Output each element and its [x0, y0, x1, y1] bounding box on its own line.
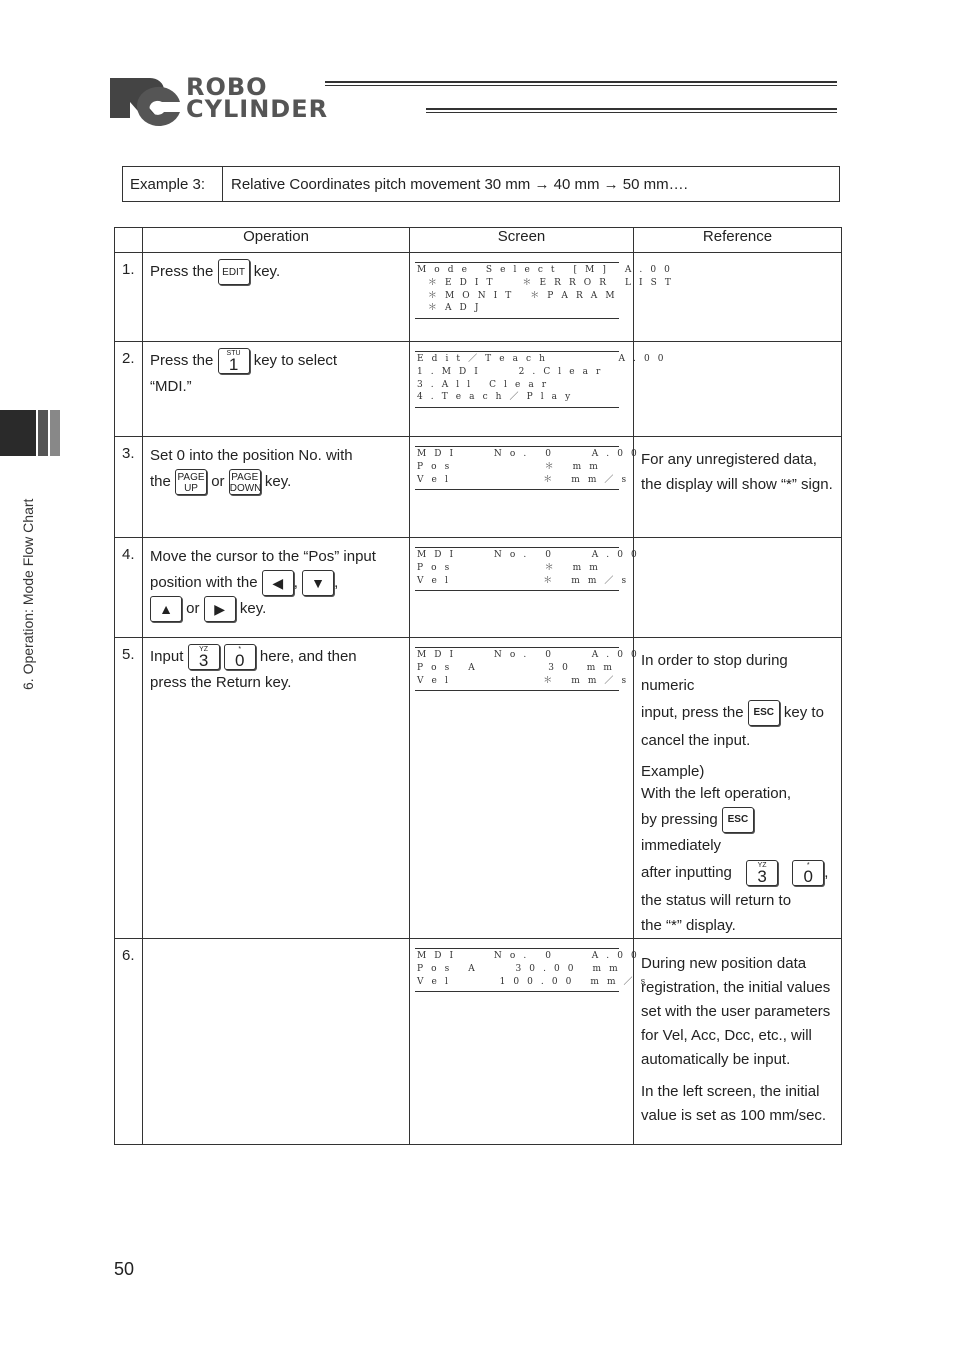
op-text: Press the — [150, 352, 214, 369]
op-text: Press the — [150, 263, 214, 280]
ref-text: With the left operation, — [641, 785, 792, 803]
digit-1-key — [218, 348, 250, 374]
key-sup-label: YZ — [199, 646, 209, 654]
separator: , — [293, 574, 298, 591]
ref-text: value is set as 100 mm/sec. — [641, 1107, 827, 1125]
op-text: “MDI.” — [150, 378, 192, 396]
key-sup-label: STU — [226, 350, 241, 358]
lcd-screen: M D I N o . 0 A . 0 0 P o s A 3 0 m m V e l ＊ m m ／ s — [415, 647, 619, 691]
logo-word-robo: ROBO — [186, 73, 268, 101]
key-sup-label: YZ — [757, 862, 767, 870]
separator: , — [334, 574, 339, 591]
header-num — [115, 228, 143, 253]
op-text: key. — [264, 473, 292, 490]
op-text: Input — [150, 648, 184, 665]
screen-cell — [410, 437, 640, 538]
op-text: key to select — [253, 352, 338, 369]
ref-text: the “*” display. — [641, 917, 736, 935]
table-row — [115, 538, 842, 638]
example-text: Relative Coordinates pitch movement 30 mm → 40 mm → 50 mm…. — [231, 176, 688, 193]
lcd-screen: M D I N o . 0 A . 0 0 P o s ＊ m m V e l ＊ m m ／ s — [415, 446, 619, 490]
step-number: 3. — [115, 437, 143, 538]
ref-text: after inputting — [641, 864, 732, 882]
digit-3-key — [746, 860, 778, 886]
chapter-tab — [0, 410, 62, 456]
lcd-screen: E d i t ／ T e a c h A . 0 0 1 . M D I 2 . C l e a r 3 . A l l C l e a r 4 . T e a c h ／ P l a y — [415, 351, 619, 408]
op-text: Set 0 into the position No. with — [150, 447, 353, 464]
key-digit-label: 3 — [198, 651, 209, 671]
ref-text: by pressing — [641, 811, 718, 829]
key-digit-label: 0 — [234, 651, 245, 671]
operation-cell — [143, 538, 410, 638]
screen-cell — [410, 538, 640, 638]
ref-text: cancel the input. — [641, 732, 751, 750]
op-text: position with the — [150, 574, 258, 591]
screen-cell — [410, 939, 648, 1145]
operation-cell — [143, 253, 410, 342]
key-digit-label: 1 — [228, 355, 239, 375]
operation-cell — [143, 342, 410, 437]
header-reference: Reference — [634, 228, 842, 253]
logo-word-cylinder: CYLINDER — [186, 95, 329, 123]
ref-text: For any unregistered data, — [641, 451, 817, 468]
screen-cell — [410, 638, 640, 939]
ref-text: input, press the — [641, 704, 744, 721]
table-row — [115, 939, 842, 1145]
operation-cell — [143, 939, 410, 1145]
page-up-key: PAGE UP — [175, 469, 207, 495]
op-text: key. — [253, 263, 281, 280]
reference-cell — [634, 939, 842, 1145]
op-text: or — [211, 473, 225, 490]
example-label: Example 3: — [123, 167, 223, 201]
step-number: 1. — [115, 253, 143, 342]
header-operation: Operation — [143, 228, 410, 253]
up-arrow-key: ▲ — [150, 596, 182, 622]
ref-text: During new position data — [641, 955, 807, 973]
op-text: here, and then — [259, 648, 357, 665]
header-rule-top — [325, 81, 837, 86]
left-arrow-key: ◀ — [262, 570, 294, 596]
table-row — [115, 342, 842, 437]
lcd-screen: M o d e S e l e c t [ M ] A . 0 0 ＊ E D I T ＊ E R R O R L I S T ＊ M O N I T ＊ P A R A M ＊ A D J — [415, 262, 619, 319]
table-row — [115, 437, 842, 538]
page-number: 50 — [114, 1259, 135, 1279]
op-text: Move the cursor to the “Pos” input — [150, 548, 376, 565]
operation-cell — [143, 437, 410, 538]
table-header-row — [115, 228, 842, 253]
esc-key: ESC — [748, 700, 780, 726]
ref-text: key to — [783, 704, 824, 721]
example-box — [122, 166, 840, 202]
step-number: 4. — [115, 538, 143, 638]
reference-cell — [634, 638, 842, 939]
lcd-screen: M D I N o . 0 A . 0 0 P o s A 3 0 . 0 0 m m V e l 1 0 0 . 0 0 m m ／ s — [415, 948, 619, 992]
ref-text: automatically be input. — [641, 1051, 791, 1069]
header-rule-bottom — [426, 108, 837, 113]
op-text: or — [186, 600, 200, 618]
table-row — [115, 638, 842, 939]
ref-text: Example) — [641, 763, 705, 781]
edit-key: EDIT — [218, 259, 250, 285]
step-number: 5. — [115, 638, 143, 939]
op-text: press the Return key. — [150, 674, 292, 692]
ref-text: the status will return to — [641, 892, 792, 910]
page-down-key: PAGE DOWN — [229, 469, 261, 495]
key-digit-label: 0 — [803, 867, 813, 887]
screen-cell — [410, 342, 667, 437]
header-screen: Screen — [410, 228, 634, 253]
key-digit-label: 3 — [757, 867, 767, 887]
ref-text: registration, the initial values — [641, 979, 831, 997]
ref-text: immediately — [641, 837, 722, 855]
esc-key: ESC — [722, 807, 754, 833]
down-arrow-key: ▼ — [302, 570, 334, 596]
screen-cell — [410, 253, 674, 342]
step-number: 6. — [115, 939, 143, 1145]
digit-0-key — [224, 644, 256, 670]
right-arrow-key: ▶ — [204, 596, 236, 622]
ref-text: In order to stop during numeric — [641, 652, 788, 694]
op-text: the — [150, 473, 171, 490]
robo-cylinder-logo-mark — [108, 74, 182, 122]
ref-text: set with the user parameters — [641, 1003, 831, 1021]
table-row — [115, 253, 842, 342]
reference-cell — [634, 437, 842, 538]
ref-text: the display will show “*” sign. — [641, 476, 833, 493]
operation-cell — [143, 638, 410, 939]
ref-text: for Vel, Acc, Dcc, etc., will — [641, 1027, 812, 1045]
key-sup-label: * — [238, 646, 242, 654]
chapter-label: 6. Operation: Mode Flow Chart — [20, 498, 36, 690]
op-text: key. — [239, 600, 267, 618]
step-number: 2. — [115, 342, 143, 437]
ref-text: In the left screen, the initial — [641, 1083, 820, 1101]
digit-0-key — [792, 860, 824, 886]
lcd-screen: M D I N o . 0 A . 0 0 P o s ＊ m m V e l ＊ m m ／ s — [415, 547, 619, 591]
key-sup-label: * — [806, 862, 810, 870]
digit-3-key — [188, 644, 220, 670]
ref-text: , — [824, 864, 829, 882]
reference-cell — [634, 538, 842, 638]
operation-table — [114, 227, 842, 1145]
